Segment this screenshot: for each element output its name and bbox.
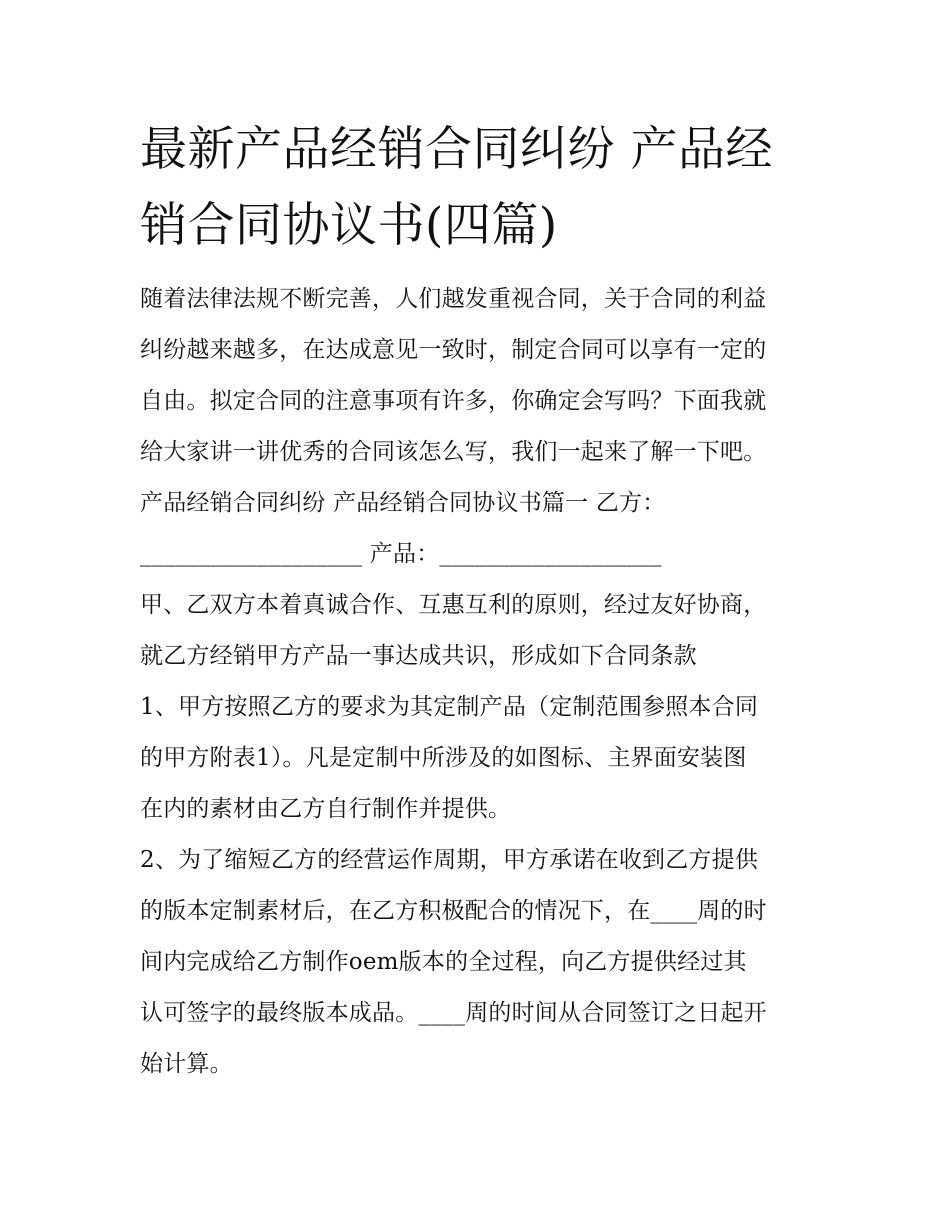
body-line: ___________________ 产品：___________________	[140, 541, 662, 567]
body-line: 的版本定制素材后，在乙方积极配合的情况下，在____周的时	[140, 898, 767, 924]
document-title	[140, 112, 820, 264]
title-line: 销合同协议书(四篇)	[140, 198, 558, 253]
body-line: 2、为了缩短乙方的经营运作周期，甲方承诺在收到乙方提供	[140, 847, 759, 873]
body-line: 纠纷越来越多，在达成意见一致时，制定合同可以享有一定的	[140, 337, 767, 363]
body-line: 1、甲方按照乙方的要求为其定制产品（定制范围参照本合同	[140, 694, 759, 720]
body-line: 认可签字的最终版本成品。____周的时间从合同签订之日起开	[140, 1000, 767, 1026]
document-page	[140, 112, 820, 1090]
body-line: 就乙方经销甲方产品一事达成共识，形成如下合同条款	[140, 643, 697, 669]
document-body	[140, 274, 820, 1090]
body-line: 间内完成给乙方制作oem版本的全过程，向乙方提供经过其	[140, 949, 747, 975]
body-line: 产品经销合同纠纷 产品经销合同协议书篇一 乙方：	[140, 490, 666, 516]
title-line: 最新产品经销合同纠纷 产品经	[140, 122, 773, 177]
body-line: 始计算。	[140, 1051, 233, 1077]
body-line: 随着法律法规不断完善，人们越发重视合同，关于合同的利益	[140, 286, 767, 312]
body-line: 的甲方附表1）。凡是定制中所涉及的如图标、主界面安装图	[140, 745, 747, 771]
body-line: 给大家讲一讲优秀的合同该怎么写，我们一起来了解一下吧。	[140, 439, 767, 465]
body-line: 自由。拟定合同的注意事项有许多，你确定会写吗？下面我就	[140, 388, 767, 414]
body-line: 甲、乙双方本着真诚合作、互惠互利的原则，经过友好协商，	[140, 592, 767, 618]
body-line: 在内的素材由乙方自行制作并提供。	[140, 796, 512, 822]
